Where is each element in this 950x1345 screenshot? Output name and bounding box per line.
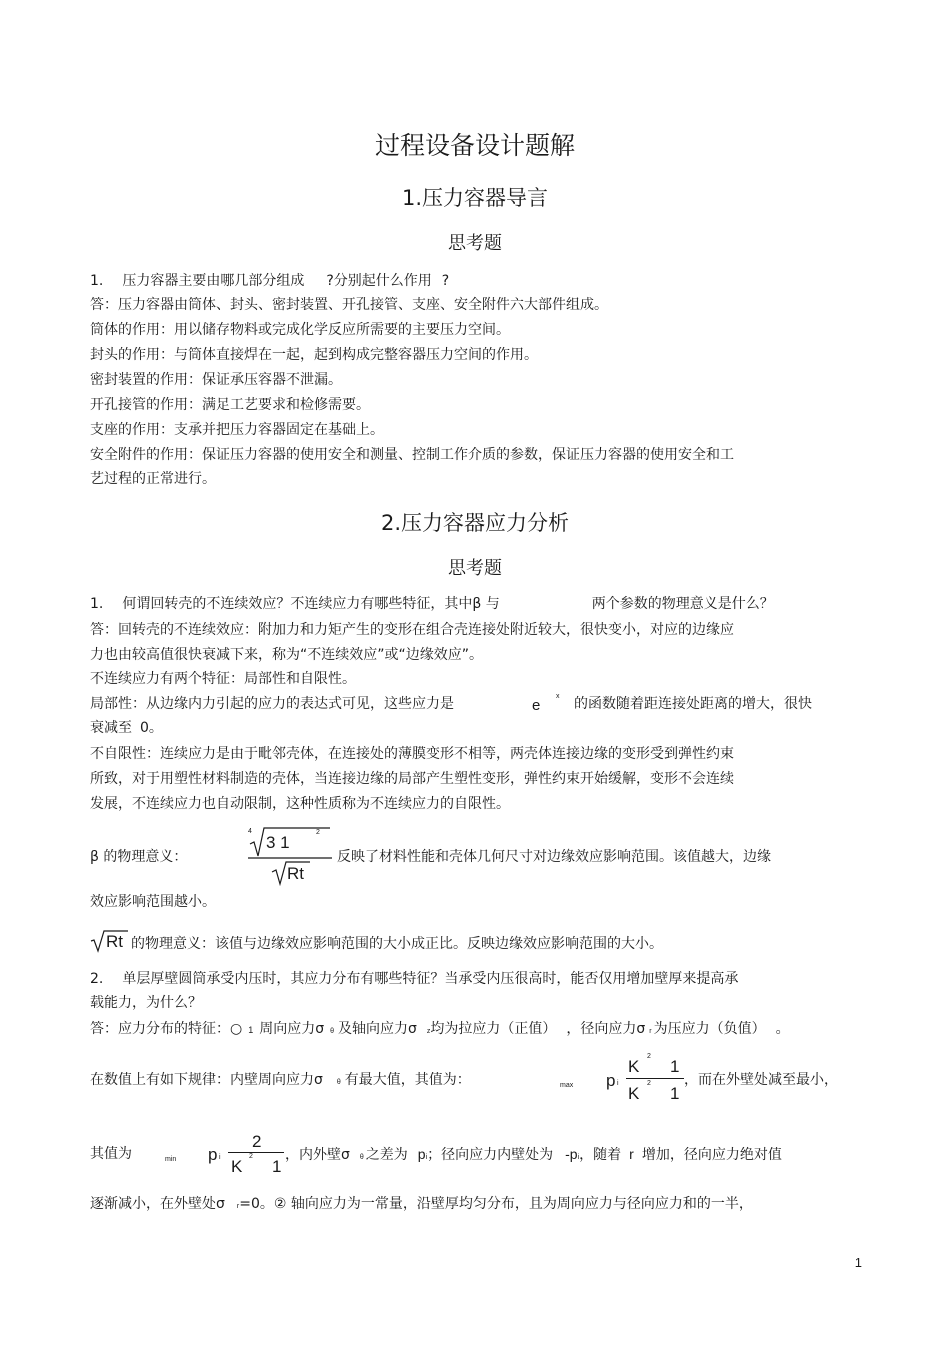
s1-answer-line: 密封装置的作用：保证承压容器不泄漏。 [90, 372, 342, 388]
min-den-k-sq: 2 [249, 1153, 253, 1160]
s1-answer-line: 开孔接管的作用：满足工艺要求和检修需要。 [90, 397, 370, 413]
section-1-heading: 1.压力容器导言 [401, 186, 549, 210]
rt-radicand: Rt [106, 932, 123, 951]
min-p: p [208, 1145, 218, 1164]
s1-answer-line: 艺过程的正常进行。 [90, 471, 216, 487]
exp-x: x [556, 693, 560, 700]
max-num-k-sq: 2 [647, 1053, 651, 1060]
s2-answer-line: 答：回转壳的不连续效应：附加力和力矩产生的变形在组合壳连接处附近较大，很快变小，对应的边缘应 [90, 622, 734, 638]
rt-meaning: 的物理意义：该值与边缘效应影响范围的大小成正比。反映边缘效应影响范围的大小。 [131, 936, 663, 952]
page-number: 1 [854, 1255, 862, 1270]
s1-question-1: 1. 压力容器主要由哪几部分组成 ?分别起什么作用 ? [90, 273, 450, 289]
s2-question-1: 1. 何谓回转壳的不连续效应？不连续应力有哪些特征，其中β 与 两个参数的物理意义是什么？ [90, 596, 774, 612]
min-text: ，内外壁σ θ 之差为 pi；径向应力内壁处为 -pi，随着 r 增加，径向应力绝对值 [285, 1146, 782, 1163]
s2-answer-line: 不连续应力有两个特征：局部性和自限性。 [90, 671, 356, 687]
min-den-1: 1 [272, 1157, 282, 1176]
s2-q2-answer: 答：应力分布的特征：○ 1 周向应力σ θ 及轴向应力σ z均为拉应力（正值） ，径向应力σ r 为压应力（负值） 。 [90, 1021, 790, 1037]
beta-square: 2 [316, 829, 320, 836]
max-num-k: K [628, 1057, 640, 1076]
min-label: 其值为 [90, 1146, 132, 1162]
max-sub: max [560, 1082, 574, 1089]
section-1-subheading: 思考题 [448, 233, 502, 254]
exp-e: e [532, 697, 541, 714]
s2-selflimit-line: 不自限性：连续应力是由于毗邻壳体，在连接处的薄膜变形不相等，两壳体连接边缘的变形受到弹性约束 [90, 746, 734, 762]
max-text: 在数值上有如下规律：内壁周向应力σ θ 有最大值，其值为： [90, 1072, 471, 1088]
min-sub: min [165, 1156, 177, 1163]
s1-answer-line: 封头的作用：与筒体直接焊在一起，起到构成完整容器压力空间的作用。 [90, 347, 538, 363]
s2-selflimit-line: 所致，对于用塑性材料制造的壳体，当连接边缘的局部产生塑性变形，弹性约束开始缓解，变形不会连续 [90, 771, 734, 787]
max-den-k-sq: 2 [647, 1080, 651, 1087]
max-den-1: 1 [670, 1084, 680, 1103]
max-p-sub: i [617, 1080, 619, 1087]
section-2-heading: 2.压力容器应力分析 [380, 511, 570, 535]
last-line: 逐渐减小，在外壁处σ r=0。② 轴向应力为一常量，沿壁厚均匀分布，且为周向应力与径向应力和的一半， [90, 1196, 753, 1212]
beta-denominator: Rt [287, 864, 304, 883]
s2-selflimit-line: 发展，不连续应力也自动限制，这种性质称为不连续应力的自限性。 [90, 796, 510, 812]
s1-answer-line: 答：压力容器由筒体、封头、密封装置、开孔接管、支座、安全附件六大部件组成。 [90, 297, 608, 313]
max-den-k: K [628, 1084, 640, 1103]
min-den-k: K [231, 1157, 243, 1176]
s2-question-2-cont: 载能力，为什么？ [90, 995, 202, 1011]
beta-numerator: 3 1 [266, 833, 290, 852]
s2-answer-line: 力也由较高值很快衰减下来，称为“不连续效应”或“边缘效应”。 [90, 647, 484, 663]
max-fraction-bar [626, 1078, 684, 1079]
s1-answer-line: 支座的作用：支承并把压力容器固定在基础上。 [90, 422, 384, 438]
max-num-1: 1 [670, 1057, 680, 1076]
s2-locality-text: 局部性：从边缘内力引起的应力的表达式可见，这些应力是 [90, 696, 454, 712]
s2-question-2: 2. 单层厚壁圆筒承受内压时，其应力分布有哪些特征？当承受内压很高时，能否仅用增加壁厚来提高承 [90, 971, 739, 987]
s1-answer-line: 安全附件的作用：保证压力容器的使用安全和测量、控制工作介质的参数，保证压力容器的使用安全和工 [90, 447, 734, 463]
min-numerator: 2 [252, 1132, 262, 1151]
beta-meaning-2: 效应影响范围越小。 [90, 894, 216, 910]
beta-label: β 的物理意义： [90, 849, 188, 865]
min-fraction-bar [228, 1152, 284, 1153]
s2-locality-end: 衰减至 0。 [90, 720, 163, 736]
section-2-subheading: 思考题 [448, 558, 502, 579]
max-p: p [606, 1071, 616, 1090]
s2-locality-text-2: 的函数随着距连接处距离的增大，很快 [574, 696, 812, 712]
s1-answer-line: 筒体的作用：用以储存物料或完成化学反应所需要的主要压力空间。 [90, 322, 510, 338]
root-index: 4 [248, 828, 252, 835]
document-title: 过程设备设计题解 [374, 131, 575, 160]
max-after: ，而在外壁处减至最小， [684, 1072, 838, 1088]
beta-meaning: 反映了材料性能和壳体几何尺寸对边缘效应影响范围。该值越大，边缘 [337, 849, 771, 865]
min-p-sub: i [219, 1154, 221, 1161]
